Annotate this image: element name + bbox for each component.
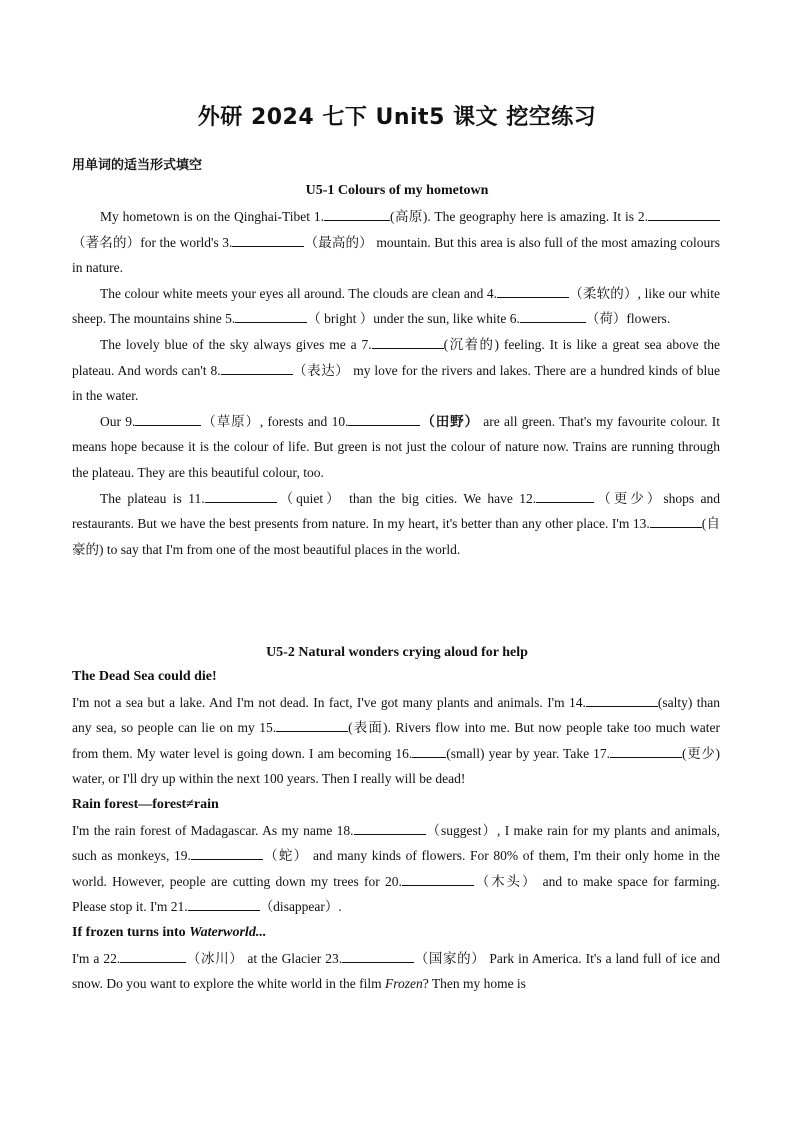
blank-15[interactable] (276, 717, 348, 732)
text-run: (salty) than any sea, so people can lie on my 15. (72, 694, 720, 736)
section1-paragraph-4 (72, 409, 720, 486)
blank-8[interactable] (221, 360, 293, 375)
rain-forest-paragraph (72, 818, 720, 920)
blank-18[interactable] (354, 820, 426, 835)
blank-2[interactable] (648, 206, 720, 221)
text-run: （suggest） (425, 822, 497, 838)
text-run: My hometown is on the Qinghai-Tibet 1. (100, 209, 324, 224)
rain-forest-heading: Rain forest—forest≠rain (72, 796, 219, 812)
blank-21[interactable] (188, 896, 260, 911)
glacier-heading (72, 920, 720, 946)
section1-paragraph-3 (72, 332, 720, 409)
blank-4[interactable] (497, 283, 569, 298)
blank-23[interactable] (342, 948, 414, 963)
blank-20[interactable] (402, 871, 474, 886)
text-run: If frozen turns into (72, 924, 190, 940)
section1-paragraph-2 (72, 281, 720, 332)
text-run: ? Then my home is (422, 976, 526, 992)
text-run: (small) year by year. Take 17. (446, 745, 610, 761)
section1-heading: U5-1 Colours of my hometown (305, 183, 489, 198)
blank-10[interactable] (348, 411, 420, 426)
text-run: （ bright ）under the sun, like white 6. (307, 311, 520, 327)
text-run: （著名的）for the world's 3. (72, 234, 233, 250)
text-run: I'm not a sea but a lake. And I'm not dead. In fact, I've got many plants and animals. I'm 14. (72, 694, 586, 710)
text-run: （草原）, forests and 10. (201, 413, 349, 429)
blank-16[interactable] (412, 743, 446, 758)
text-run: （disappear）. (259, 899, 342, 915)
blank-17[interactable] (610, 743, 682, 758)
dead-sea-paragraph (72, 690, 720, 792)
section1-paragraph-1 (72, 204, 720, 281)
dead-sea-heading: The Dead Sea could die! (72, 669, 217, 684)
page-title: 外研 2024 七下 Unit5 课文 挖空练习 (197, 105, 597, 130)
text-run: （quiet） (276, 490, 343, 506)
film-name-italic: Frozen (384, 976, 423, 992)
text-run: The colour white meets your eyes all around. The clouds are clean and 4. (100, 285, 498, 301)
section2-body (72, 664, 720, 997)
text-run: Our 9. (100, 413, 136, 429)
text-run: （更少）shops and restaurants. But we have the best presents from nature. In my heart, it's better than any other place. I'm 13. (72, 490, 721, 532)
text-run: are all green. That's my favourite colour. It means hope because it is the colour of life. But green is not just the colour of nature now. Trains are running through the plateau. They are this beautiful colour, too. (72, 413, 721, 480)
text-run: (高原). The geography here is amazing. It is 2. (389, 209, 648, 224)
blank-3[interactable] (232, 232, 304, 247)
text-run: （最高的） mountain. But this area is also full of the most amazing colours in nature. (72, 234, 720, 276)
blank-11[interactable] (205, 488, 277, 503)
text-run: than the big cities. We have 12. (349, 490, 537, 506)
blank-12[interactable] (536, 488, 594, 503)
blank-6[interactable] (520, 308, 586, 323)
film-title-italic: Waterworld... (189, 924, 267, 940)
blank-13[interactable] (650, 513, 702, 528)
text-run: The lovely blue of the sky always gives me a 7. (100, 336, 372, 352)
text-run: (更少) water, or I'll dry up within the next 100 years. Then I really will be dead! (72, 745, 720, 787)
text-run: I'm a 22. (72, 950, 121, 966)
blank-1[interactable] (324, 206, 390, 221)
hint-bold: （田野） (420, 413, 479, 429)
blank-14[interactable] (586, 692, 658, 707)
section1-paragraph-5 (72, 486, 720, 563)
section1-body (72, 204, 720, 562)
blank-5[interactable] (235, 308, 307, 323)
text-run: I'm the rain forest of Madagascar. As my name 18. (72, 822, 354, 838)
text-run: （冰川） at the Glacier 23. (186, 950, 343, 966)
text-run: The plateau is 11. (100, 490, 205, 506)
glacier-paragraph (72, 946, 720, 997)
text-run: (沉着的) feeling. It is like a great sea above the plateau. And words can't 8. (72, 336, 720, 378)
text-run: （表达） my love for the rivers and lakes. There are a hundred kinds of blue in the water. (72, 362, 720, 404)
text-run: （木头） and to make space for farming. Please stop it. I'm 21. (72, 873, 720, 915)
blank-7[interactable] (372, 334, 444, 349)
text-run: （柔软的）, like our white sheep. The mountains shine 5. (72, 285, 720, 327)
blank-9[interactable] (135, 411, 201, 426)
blank-22[interactable] (120, 948, 186, 963)
blank-19[interactable] (191, 845, 263, 860)
text-run: (表面). Rivers flow into me. But now people take too much water from them. My water level is going down. I am becoming 16. (72, 720, 720, 761)
text-run: , I make rain for my plants and animals, such as monkeys, 19. (72, 822, 720, 864)
text-run: （荷）flowers. (585, 311, 671, 327)
text-run: （蛇） and many kinds of flowers. For 80% of them, I'm their only home in the world. However, people are cutting down my trees for 20. (72, 848, 720, 889)
instruction-text: 用单词的适当形式填空 (72, 158, 203, 173)
text-run: （国家的） Park in America. It's a land full of ice and snow. Do you want to explore the white world in the film (72, 950, 720, 992)
text-run: (自豪的) to say that I'm from one of the most beautiful places in the world. (72, 516, 720, 557)
section2-heading: U5-2 Natural wonders crying aloud for help (266, 645, 528, 660)
